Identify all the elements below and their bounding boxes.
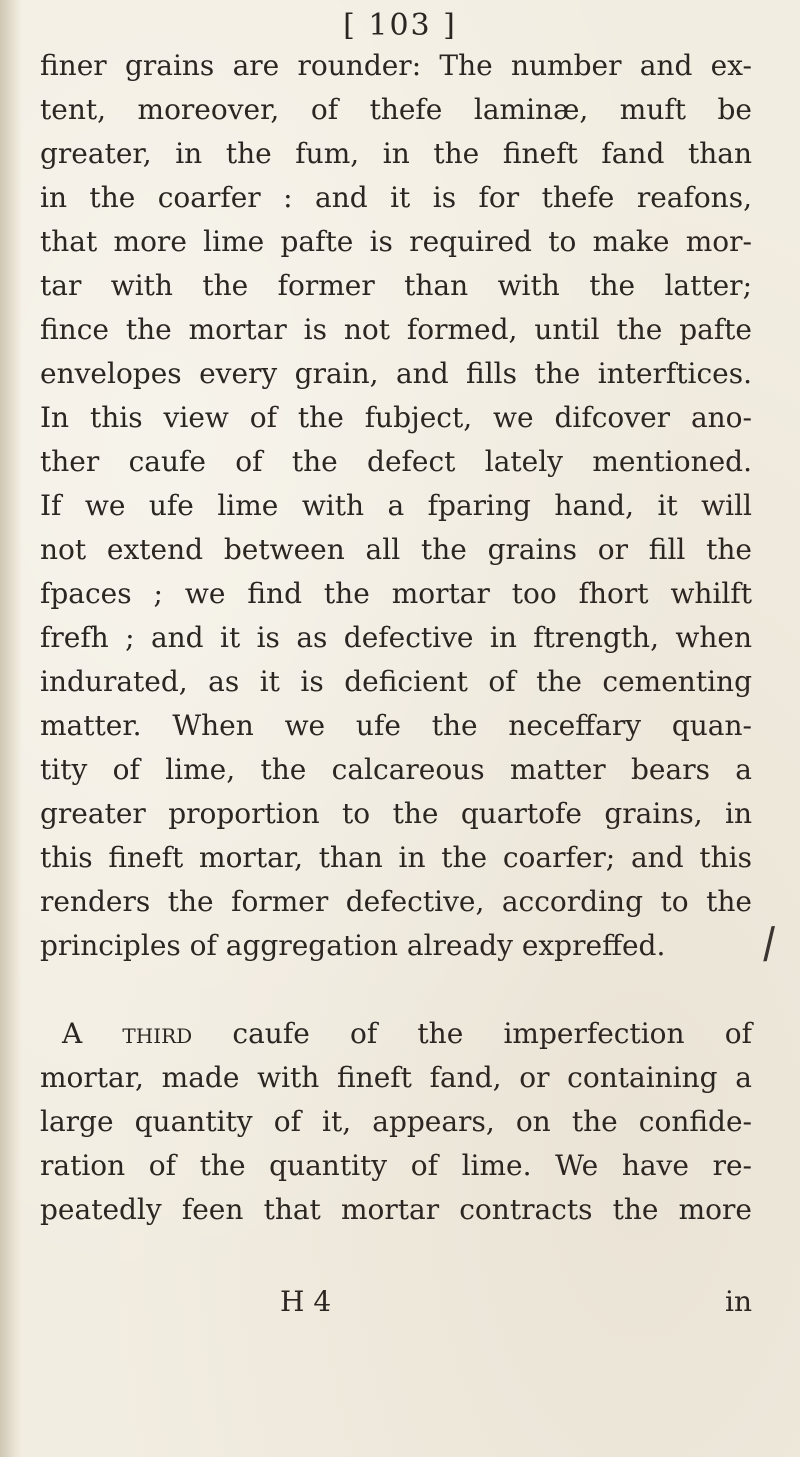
page-gutter-shadow — [0, 0, 22, 1457]
text-line: tar with the former than with the latter; — [40, 269, 752, 302]
text-line: ration of the quantity of lime. We have re- — [40, 1149, 752, 1182]
text-line: If we ufe lime with a fparing hand, it will — [40, 489, 752, 522]
margin-pencil-mark: / — [760, 917, 778, 968]
paragraph-gap — [40, 968, 752, 1012]
text-line: tent, moreover, of thefe laminæ, muft be — [40, 93, 752, 126]
catchword: in — [725, 1285, 752, 1318]
text-line: fince the mortar is not formed, until the pafte — [40, 313, 752, 346]
text-line: greater proportion to the quartofe grains, in — [40, 797, 752, 830]
text-line: fpaces ; we find the mortar too fhort whilft — [40, 577, 752, 610]
text-line: greater, in the fum, in the fineft fand than — [40, 137, 752, 170]
text-line: this fineft mortar, than in the coarfer; and this — [40, 841, 752, 874]
text-line: peatedly feen that mortar contracts the more — [40, 1193, 752, 1226]
text-line: frefh ; and it is as defective in ftrength, when — [40, 621, 752, 654]
text-line: mortar, made with fineft fand, or containing a — [40, 1061, 752, 1094]
text-line: In this view of the fubject, we difcover ano- — [40, 401, 752, 434]
text-line: finer grains are rounder: The number and ex- — [40, 49, 752, 82]
small-caps-lead: A third — [62, 1017, 193, 1050]
text-line-paragraph-start — [40, 1012, 752, 1056]
text-fragment: caufe of the imperfection of — [192, 1017, 752, 1050]
text-line: large quantity of it, appears, on the confide- — [40, 1105, 752, 1138]
text-line: tity of lime, the calcareous matter bears a — [40, 753, 752, 786]
footer-line — [40, 1280, 752, 1324]
text-line: not extend between all the grains or fill the — [40, 533, 752, 566]
text-line: matter. When we ufe the neceffary quan- — [40, 709, 752, 742]
text-line: in the coarfer : and it is for thefe reafons, — [40, 181, 752, 214]
text-line: indurated, as it is deficient of the cementing — [40, 665, 752, 698]
text-line: principles of aggregation already expreffed. — [40, 929, 666, 962]
text-line: envelopes every grain, and fills the interftices. — [40, 357, 752, 390]
text-line: that more lime pafte is required to make mor- — [40, 225, 752, 258]
page-number: [ 103 ] — [343, 8, 457, 43]
text-line: ther caufe of the defect lately mentioned. — [40, 445, 752, 478]
signature-mark: H 4 — [280, 1285, 332, 1318]
text-line: renders the former defective, according to the — [40, 885, 752, 918]
body-text — [40, 44, 752, 1232]
